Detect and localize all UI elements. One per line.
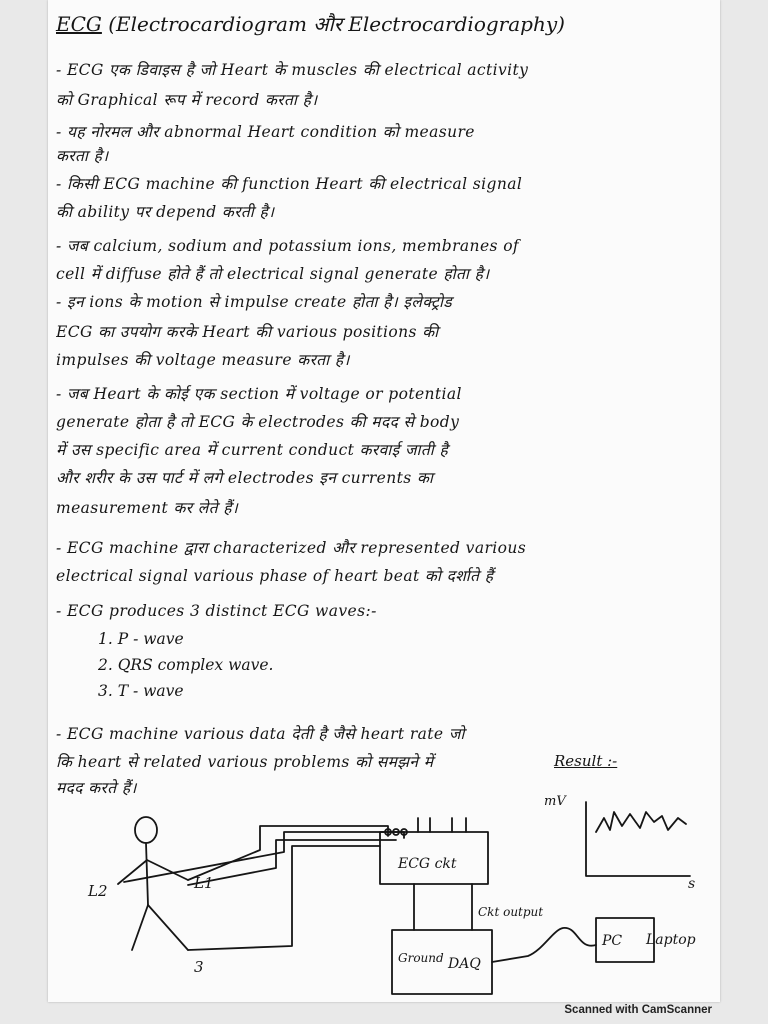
result-plot xyxy=(586,802,690,876)
lead-wires xyxy=(124,826,404,950)
note-line: - इन ions के motion से impulse create होता है। इलेक्ट्रोड xyxy=(56,293,453,311)
wave-item: 2. QRS complex wave. xyxy=(98,656,274,674)
ckt-output-label: Ckt output xyxy=(478,905,544,919)
label-l3: 3 xyxy=(194,958,204,976)
wave-item: 1. P - wave xyxy=(98,630,184,648)
result-label: Result :- xyxy=(554,752,618,770)
note-line: करता है। xyxy=(56,147,109,165)
label-l1: L1 xyxy=(194,874,214,892)
laptop-label: Laptop xyxy=(646,932,696,948)
mv-label: mV xyxy=(544,794,566,809)
ecg-ckt-label: ECG ckt xyxy=(398,856,457,872)
note-line: - किसी ECG machine की function Heart की electrical signal xyxy=(56,175,523,193)
note-line: की ability पर depend करती है। xyxy=(56,203,275,221)
s-label: s xyxy=(688,876,696,892)
note-line: में उस specific area में current conduct करवाई जाती है xyxy=(56,441,449,459)
note-line: कि heart से related various problems को समझने में xyxy=(56,753,434,771)
note-line: - ECG एक डिवाइस है जो Heart के muscles की electrical activity xyxy=(56,61,529,79)
stick-figure xyxy=(118,817,188,950)
note-line: generate होता है तो ECG के electrodes की मदद से body xyxy=(56,413,460,431)
wave-item: 3. T - wave xyxy=(98,682,184,700)
title-rest: (Electrocardiogram और Electrocardiography) xyxy=(108,12,565,36)
ecg-setup-diagram xyxy=(48,0,720,1002)
note-line: cell में diffuse होते हैं तो electrical signal generate होता है। xyxy=(56,265,490,283)
title-ecg: ECG xyxy=(56,12,102,36)
note-line: मदद करते हैं। xyxy=(56,779,137,797)
note-line: - ECG produces 3 distinct ECG waves:- xyxy=(56,602,377,620)
scanner-watermark: Scanned with CamScanner xyxy=(564,1004,712,1016)
note-line: electrical signal various phase of heart beat को दर्शाते हैं xyxy=(56,567,494,585)
note-line: measurement कर लेते हैं। xyxy=(56,499,239,517)
note-line: - ECG machine various data देती है जैसे heart rate जो xyxy=(56,725,465,743)
note-line: - ECG machine द्वारा characterized और represented various xyxy=(56,539,527,557)
pc-label: PC xyxy=(602,933,623,949)
note-line: - यह नोरमल और abnormal Heart condition को measure xyxy=(56,123,475,141)
daq-label: DAQ xyxy=(448,956,481,972)
label-l2: L2 xyxy=(88,882,108,900)
note-line: को Graphical रूप में record करता है। xyxy=(56,91,318,109)
note-line: impulses की voltage measure करता है। xyxy=(56,351,350,369)
note-line: - जब Heart के कोई एक section में voltage or potential xyxy=(56,385,462,403)
note-line: - जब calcium, sodium and potassium ions, membranes of xyxy=(56,237,520,255)
notebook-page xyxy=(48,0,720,1002)
note-line: और शरीर के उस पार्ट में लगे electrodes इन currents का xyxy=(56,469,434,487)
note-line: ECG का उपयोग करके Heart की various positions की xyxy=(56,323,439,341)
ground-label: Ground xyxy=(398,951,444,965)
